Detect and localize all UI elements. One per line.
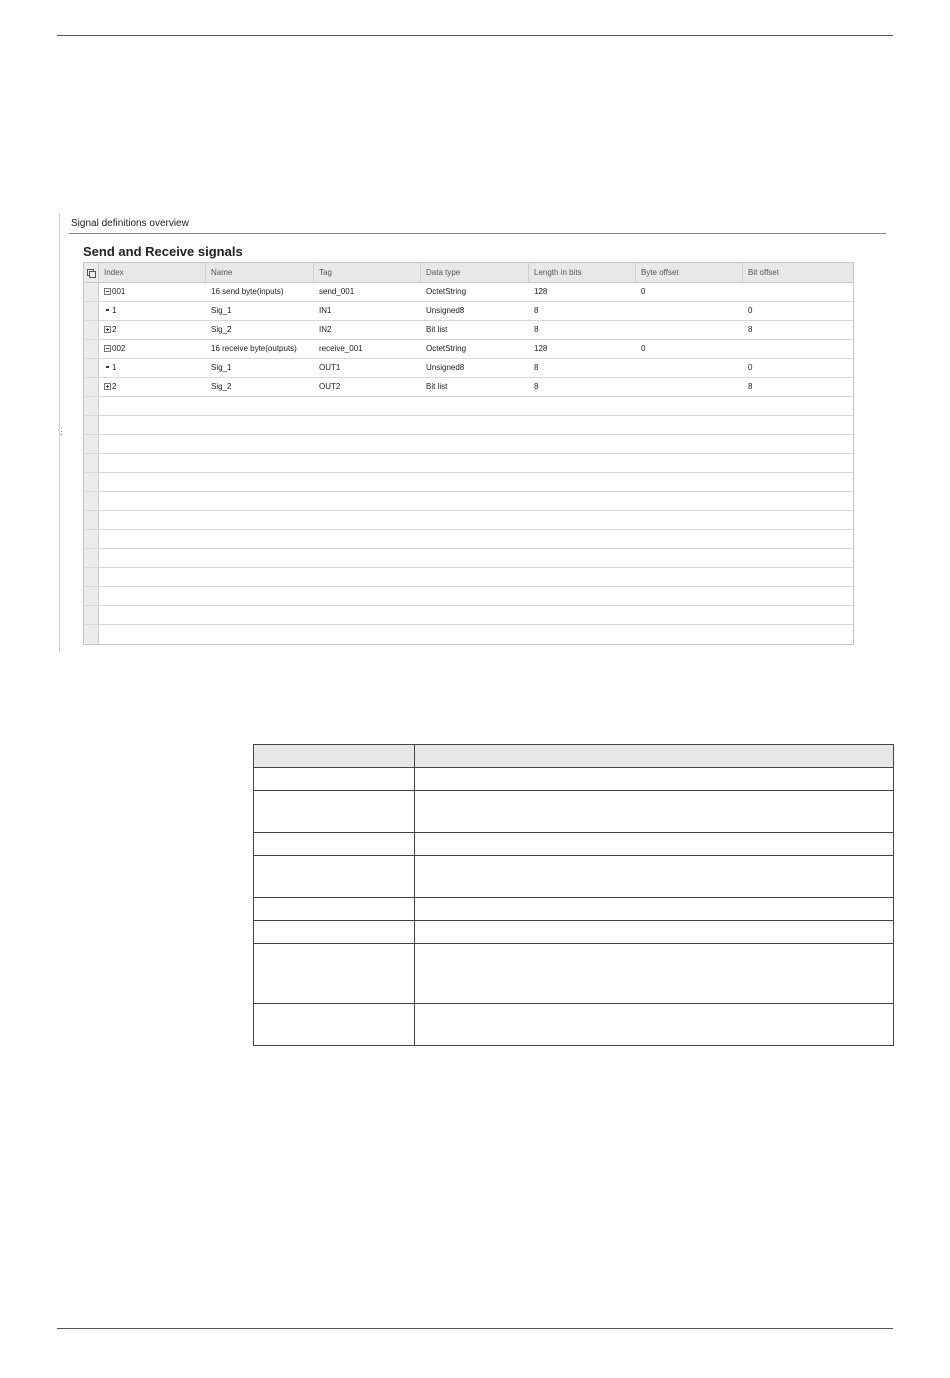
empty-row-body[interactable] bbox=[99, 473, 853, 491]
key-cell bbox=[254, 856, 415, 898]
cell-index[interactable] bbox=[99, 302, 206, 320]
empty-row-body[interactable] bbox=[99, 416, 853, 434]
row-selector[interactable] bbox=[84, 492, 99, 510]
column-header-name[interactable]: Name bbox=[206, 263, 314, 282]
row-selector[interactable] bbox=[84, 473, 99, 491]
description-table-header bbox=[254, 745, 894, 768]
cell-index[interactable] bbox=[99, 359, 206, 377]
expand-icon[interactable] bbox=[104, 383, 111, 390]
signal-grid bbox=[83, 262, 854, 645]
cell-tag[interactable]: send_001 bbox=[319, 287, 355, 296]
empty-row-body[interactable] bbox=[99, 511, 853, 529]
cell-length[interactable]: 128 bbox=[534, 344, 548, 353]
empty-row[interactable] bbox=[84, 568, 853, 587]
row-selector[interactable] bbox=[84, 302, 99, 320]
collapse-icon[interactable] bbox=[104, 345, 111, 352]
header-cell-key bbox=[254, 745, 415, 768]
row-selector[interactable] bbox=[84, 378, 99, 396]
row-selector[interactable] bbox=[84, 530, 99, 548]
row-selector[interactable] bbox=[84, 359, 99, 377]
empty-row[interactable] bbox=[84, 473, 853, 492]
key-cell bbox=[254, 944, 415, 1004]
cell-bit-offset[interactable] bbox=[743, 340, 853, 358]
cell-index-text: 001 bbox=[112, 287, 126, 296]
expand-icon[interactable] bbox=[104, 326, 111, 333]
cell-byte-offset[interactable]: 0 bbox=[641, 344, 646, 353]
empty-row[interactable] bbox=[84, 492, 853, 511]
cell-bit-offset[interactable]: 8 bbox=[748, 382, 753, 391]
cell-index[interactable] bbox=[99, 378, 206, 396]
cell-tag[interactable]: IN1 bbox=[319, 306, 332, 315]
cell-bit-offset[interactable]: 8 bbox=[748, 325, 753, 334]
column-header-index[interactable]: Index bbox=[99, 263, 206, 282]
empty-row[interactable] bbox=[84, 587, 853, 606]
cell-byte-offset[interactable]: 0 bbox=[641, 287, 646, 296]
cell-index[interactable] bbox=[99, 283, 206, 301]
cell-data-type[interactable]: OctetString bbox=[426, 287, 467, 296]
table-row bbox=[254, 833, 894, 856]
row-selector[interactable] bbox=[84, 340, 99, 358]
description-cell bbox=[415, 944, 894, 1004]
cell-index-text: 2 bbox=[112, 382, 117, 391]
cell-data-type[interactable]: Bit list bbox=[426, 325, 448, 334]
cell-length[interactable]: 8 bbox=[534, 382, 539, 391]
empty-row[interactable] bbox=[84, 625, 853, 644]
key-cell bbox=[254, 768, 415, 791]
empty-row-body[interactable] bbox=[99, 435, 853, 453]
cell-data-type[interactable]: OctetString bbox=[426, 344, 467, 353]
cell-bit-offset[interactable]: 0 bbox=[748, 306, 753, 315]
empty-row[interactable] bbox=[84, 454, 853, 473]
table-row bbox=[254, 791, 894, 833]
key-cell bbox=[254, 921, 415, 944]
cell-data-type[interactable]: Bit list bbox=[426, 382, 448, 391]
signal-definitions-screenshot bbox=[57, 213, 887, 652]
description-table-body bbox=[254, 768, 894, 1046]
table-row bbox=[254, 944, 894, 1004]
cell-length[interactable]: 8 bbox=[534, 363, 539, 372]
table-row bbox=[254, 1004, 894, 1046]
description-cell bbox=[415, 856, 894, 898]
empty-row-body[interactable] bbox=[99, 587, 853, 605]
leaf-node-icon bbox=[106, 366, 109, 368]
table-row bbox=[254, 768, 894, 791]
section-title-underline bbox=[69, 233, 886, 234]
key-cell bbox=[254, 1004, 415, 1046]
table-row[interactable] bbox=[84, 340, 853, 359]
empty-row-body[interactable] bbox=[99, 549, 853, 567]
header-cell-description bbox=[415, 745, 894, 768]
description-table bbox=[253, 744, 894, 1046]
section-title: Signal definitions overview bbox=[71, 218, 189, 229]
grid-corner[interactable] bbox=[84, 263, 99, 282]
header-rule bbox=[57, 35, 893, 36]
description-cell bbox=[415, 1004, 894, 1046]
footer-rule bbox=[57, 1328, 893, 1329]
cell-name[interactable]: Sig_1 bbox=[211, 363, 232, 372]
cell-bit-offset[interactable]: 0 bbox=[748, 363, 753, 372]
cell-index[interactable] bbox=[99, 321, 206, 339]
splitter-grip-icon[interactable]: ⋮ bbox=[57, 426, 66, 436]
cell-index-text: 1 bbox=[112, 363, 117, 372]
cell-tag[interactable]: OUT1 bbox=[319, 363, 341, 372]
grid-body bbox=[84, 283, 853, 644]
description-cell bbox=[415, 833, 894, 856]
cell-name[interactable]: 16 send byte(inputs) bbox=[211, 287, 284, 296]
cell-data-type[interactable]: Unsigned8 bbox=[426, 306, 465, 315]
leaf-node-icon bbox=[106, 309, 109, 311]
cell-name[interactable]: Sig_2 bbox=[211, 382, 232, 391]
empty-row[interactable] bbox=[84, 549, 853, 568]
empty-row[interactable] bbox=[84, 397, 853, 416]
copy-icon[interactable] bbox=[87, 269, 95, 277]
description-cell bbox=[415, 898, 894, 921]
empty-row-body[interactable] bbox=[99, 530, 853, 548]
table-subtitle: Send and Receive signals bbox=[83, 244, 243, 259]
row-selector[interactable] bbox=[84, 397, 99, 415]
column-header-data-type[interactable]: Data type bbox=[421, 263, 529, 282]
grid-header bbox=[84, 263, 853, 283]
key-cell bbox=[254, 791, 415, 833]
cell-length[interactable]: 8 bbox=[534, 306, 539, 315]
row-selector[interactable] bbox=[84, 454, 99, 472]
table-row[interactable] bbox=[84, 321, 853, 340]
table-row[interactable] bbox=[84, 283, 853, 302]
key-cell bbox=[254, 833, 415, 856]
collapse-icon[interactable] bbox=[104, 288, 111, 295]
cell-data-type[interactable]: Unsigned8 bbox=[426, 363, 465, 372]
table-row[interactable] bbox=[84, 359, 853, 378]
column-header-bit-offset[interactable]: Bit offset bbox=[748, 268, 779, 277]
description-cell bbox=[415, 791, 894, 833]
row-selector[interactable] bbox=[84, 587, 99, 605]
cell-tag[interactable]: receive_001 bbox=[319, 344, 363, 353]
column-header-length-in-bits[interactable]: Length in bits bbox=[529, 263, 636, 282]
cell-byte-offset[interactable] bbox=[636, 378, 743, 396]
empty-row-body[interactable] bbox=[99, 397, 853, 415]
cell-byte-offset[interactable] bbox=[636, 321, 743, 339]
cell-name[interactable]: Sig_1 bbox=[211, 306, 232, 315]
cell-index[interactable] bbox=[99, 340, 206, 358]
key-cell bbox=[254, 898, 415, 921]
cell-index-text: 1 bbox=[112, 306, 117, 315]
table-row bbox=[254, 921, 894, 944]
empty-row-body[interactable] bbox=[99, 568, 853, 586]
cell-length[interactable]: 8 bbox=[534, 325, 539, 334]
row-selector[interactable] bbox=[84, 549, 99, 567]
row-selector[interactable] bbox=[84, 511, 99, 529]
row-selector[interactable] bbox=[84, 606, 99, 624]
cell-tag[interactable]: IN2 bbox=[319, 325, 332, 334]
cell-tag[interactable]: OUT2 bbox=[319, 382, 341, 391]
row-selector[interactable] bbox=[84, 435, 99, 453]
column-header-tag[interactable]: Tag bbox=[314, 263, 421, 282]
cell-bit-offset[interactable] bbox=[743, 283, 853, 301]
cell-byte-offset[interactable] bbox=[636, 302, 743, 320]
table-row[interactable] bbox=[84, 302, 853, 321]
empty-row-body[interactable] bbox=[99, 625, 853, 644]
row-selector[interactable] bbox=[84, 416, 99, 434]
row-selector[interactable] bbox=[84, 568, 99, 586]
empty-row[interactable] bbox=[84, 511, 853, 530]
cell-name[interactable]: Sig_2 bbox=[211, 325, 232, 334]
empty-row-body[interactable] bbox=[99, 454, 853, 472]
empty-row-body[interactable] bbox=[99, 492, 853, 510]
row-selector[interactable] bbox=[84, 283, 99, 301]
table-row[interactable] bbox=[84, 378, 853, 397]
empty-row[interactable] bbox=[84, 606, 853, 625]
empty-row[interactable] bbox=[84, 530, 853, 549]
description-cell bbox=[415, 921, 894, 944]
row-selector[interactable] bbox=[84, 625, 99, 644]
empty-row[interactable] bbox=[84, 416, 853, 435]
cell-name[interactable]: 16 receive byte(outputs) bbox=[211, 344, 297, 353]
cell-byte-offset[interactable] bbox=[636, 359, 743, 377]
table-row bbox=[254, 898, 894, 921]
empty-row-body[interactable] bbox=[99, 606, 853, 624]
description-cell bbox=[415, 768, 894, 791]
row-selector[interactable] bbox=[84, 321, 99, 339]
column-header-byte-offset[interactable]: Byte offset bbox=[636, 263, 743, 282]
cell-index-text: 002 bbox=[112, 344, 126, 353]
table-row bbox=[254, 856, 894, 898]
empty-row[interactable] bbox=[84, 435, 853, 454]
cell-index-text: 2 bbox=[112, 325, 117, 334]
cell-length[interactable]: 128 bbox=[534, 287, 548, 296]
